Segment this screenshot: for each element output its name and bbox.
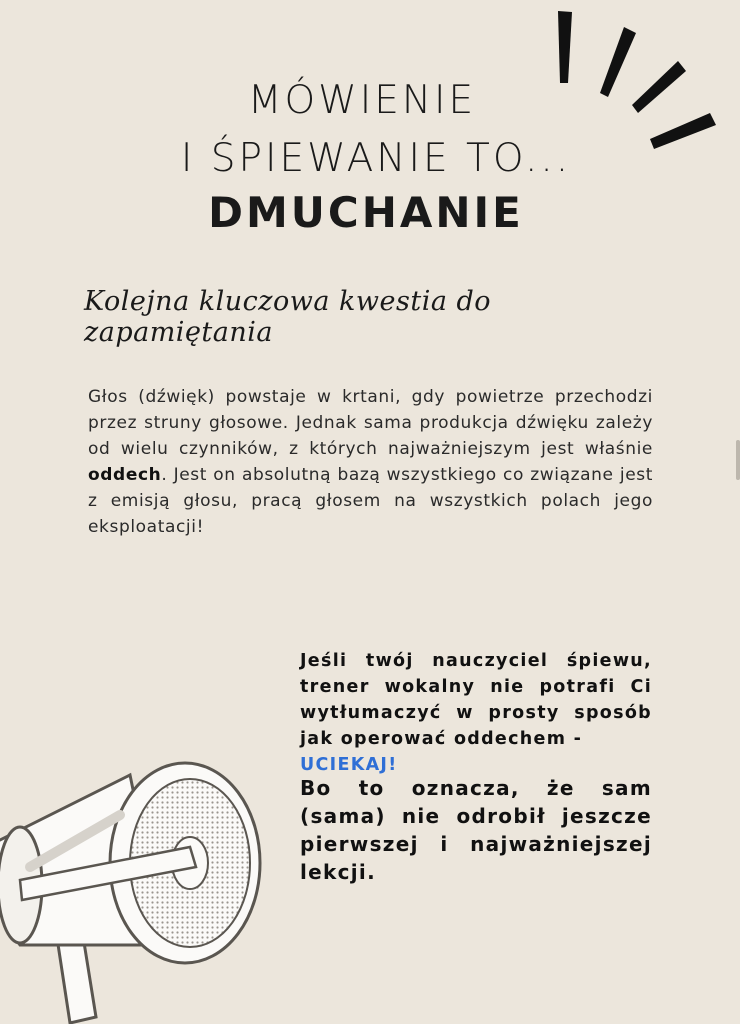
warning-accent: UCIEKAJ! [300,755,398,775]
conclusion-text: Bo to oznacza, że sam (sama) nie odrobił jeszcze pierwszej i najważniejszej lekcji. [300,776,652,884]
page-title-line-1: MÓWIENIE [247,78,477,123]
intro-paragraph [88,384,653,540]
warning-text: Jeśli twój nauczyciel śpiewu, trener wokalny nie potrafi Ci wytłumaczyć w prosty sposób jak operować oddechem - [300,651,652,749]
intro-paragraph-part-2: . Jest on absolutną bazą wszystkiego co związane jest z emisją głosu, pracą głosem na wszystkich polach jego eksploatacji! [88,465,653,537]
page-title-line-2: I ŚPIEWANIE TO... [180,136,572,181]
megaphone-icon [0,755,270,1024]
page-title-line-3: DMUCHANIE [208,188,524,237]
warning-callout [300,648,652,778]
page-subtitle: Kolejna kluczowa kwestia do zapamiętania [84,286,492,348]
intro-paragraph-part-1: Głos (dźwięk) powstaje w krtani, gdy powietrze przechodzi przez struny głosowe. Jednak sama produkcja dźwięku zależy od wielu czynników, z których najważniejszym jest właśnie [88,387,653,459]
scrollbar[interactable] [736,440,740,480]
intro-paragraph-emphasis: oddech [88,465,162,485]
